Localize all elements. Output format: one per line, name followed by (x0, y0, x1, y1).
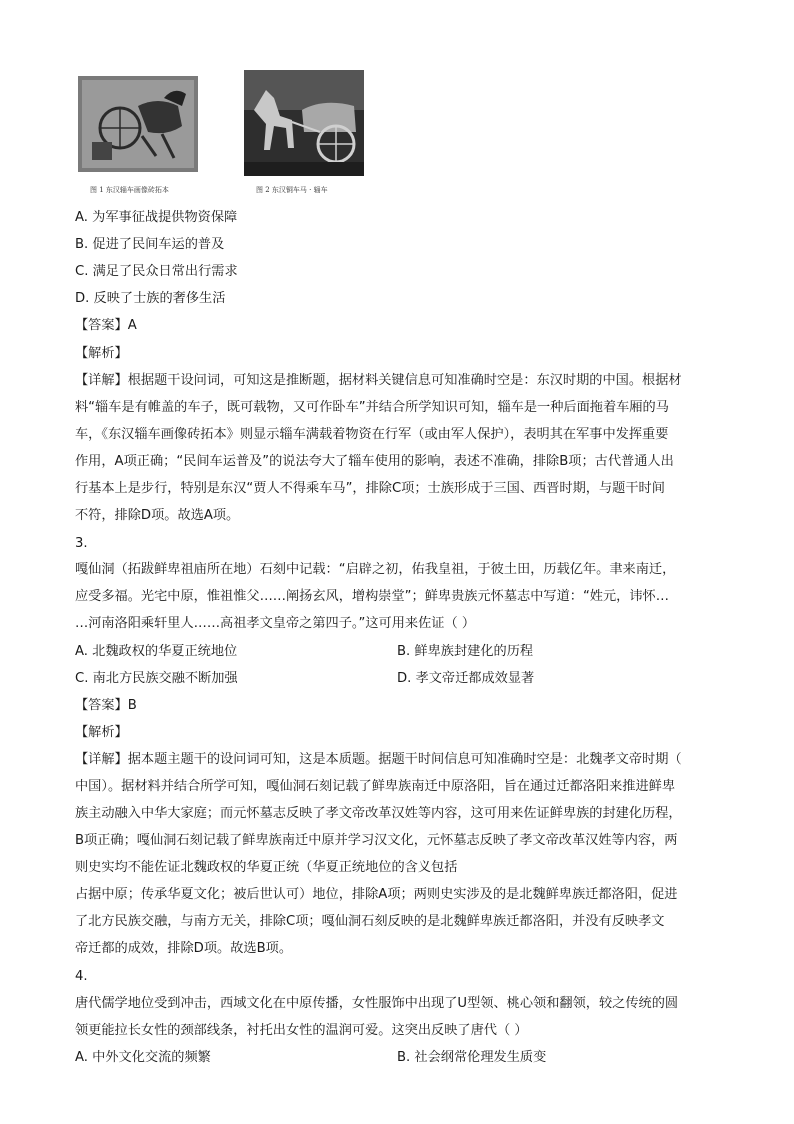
q3-detail-line: 族主动融入中华大家庭；而元怀墓志反映了孝文帝改革汉姓等内容，这可用来佐证鲜卑族的封建化历程， (75, 806, 682, 821)
q3-detail-line: 了北方民族交融，与南方无关，排除C项；嘎仙洞石刻反映的是北魏鲜卑族迁都洛阳，并没有反映孝文 (75, 914, 665, 929)
q3-detail-line: 中国）。据材料并结合所学可知，嘎仙洞石刻记载了鲜卑族南迁中原洛阳，旨在通过迁都洛阳来推进鲜卑 (75, 779, 676, 794)
q4-option-a: A. 中外文化交流的频繁 (75, 1050, 211, 1065)
q2-detail-line: 【详解】根据题干设问词，可知这是推断题，据材料关键信息可知准确时空是：东汉时期的中国。根据材 (75, 373, 682, 388)
q4-number: 4. (75, 969, 88, 984)
q3-stem-line: 应受多福。光宅中原，惟祖惟父……阐扬玄风，增构崇堂”；鲜卑贵族元怀墓志中写道：“姓元，讳怀… (75, 589, 669, 604)
figure-2-image (244, 70, 364, 176)
q4-stem-line: 领更能拉长女性的颈部线条，衬托出女性的温润可爱。这突出反映了唐代（ ） (75, 1023, 528, 1038)
q3-answer: 【答案】B (75, 698, 137, 713)
q3-detail-line: 帝迁都的成效，排除D项。故选B项。 (75, 941, 293, 956)
q3-detail-line: 占据中原；传承华夏文化；被后世认可）地位，排除A项；两则史实涉及的是北魏鲜卑族迁都洛阳，促进 (75, 887, 678, 902)
q2-analysis-heading: 【解析】 (75, 346, 128, 361)
q3-detail-line: 则史实均不能佐证北魏政权的华夏正统（华夏正统地位的含义包括 (75, 860, 458, 875)
q2-detail-line: 行基本上是步行，特别是东汉“贾人不得乘车马”，排除C项；士族形成于三国、西晋时期，与题干时间 (75, 481, 665, 496)
q3-option-a: A. 北魏政权的华夏正统地位 (75, 644, 238, 659)
q4-stem-line: 唐代儒学地位受到冲击，西域文化在中原传播，女性服饰中出现了U型领、桃心领和翻领，较之传统的圆 (75, 996, 679, 1011)
bronze-chariot-illustration (244, 70, 364, 176)
q4-option-b: B. 社会纲常伦理发生质变 (397, 1050, 547, 1065)
q2-option-b: B. 促进了民间车运的普及 (75, 237, 225, 252)
figure-1-caption: 图 1 东汉辎车画像砖拓本 (90, 186, 169, 194)
carriage-rubbing-illustration (78, 76, 198, 172)
q3-analysis-heading: 【解析】 (75, 725, 128, 740)
q2-option-c: C. 满足了民众日常出行需求 (75, 264, 238, 279)
q2-detail-line: 不符，排除D项。故选A项。 (75, 508, 240, 523)
q2-answer: 【答案】A (75, 318, 137, 333)
q3-option-c: C. 南北方民族交融不断加强 (75, 671, 238, 686)
q2-detail-line: 作用，A项正确；“民间车运普及”的说法夸大了辎车使用的影响，表述不准确，排除B项；古代普通人出 (75, 454, 674, 469)
q3-detail-line: B项正确；嘎仙洞石刻记载了鲜卑族南迁中原并学习汉文化，元怀墓志反映了孝文帝改革汉姓等内容，两 (75, 833, 678, 848)
figure-2-caption: 图 2 东汉铜车马 · 辎车 (256, 186, 328, 194)
q3-option-d: D. 孝文帝迁都成效显著 (397, 671, 535, 686)
q2-detail-line: 车，《东汉辎车画像砖拓本》则显示辎车满载着物资在行军（或由军人保护），表明其在军事中发挥重要 (75, 427, 669, 442)
q3-stem-line: …河南洛阳乘轩里人……高祖孝文皇帝之第四子。”这可用来佐证（ ） (75, 616, 476, 631)
q3-stem-line: 嘎仙洞（拓跋鲜卑祖庙所在地）石刻中记载：“启辟之初，佑我皇祖，于彼土田，历载亿年。聿来南迁， (75, 562, 676, 577)
q3-number: 3. (75, 536, 88, 551)
q3-option-b: B. 鲜卑族封建化的历程 (397, 644, 534, 659)
figure-1-image (78, 76, 198, 172)
q3-detail-line: 【详解】据本题主题干的设问词可知，这是本质题。据题干时间信息可知准确时空是：北魏孝文帝时期（ (75, 752, 682, 767)
q2-option-d: D. 反映了士族的奢侈生活 (75, 291, 226, 306)
q2-detail-line: 料“辎车是有帷盖的车子，既可载物，又可作卧车”并结合所学知识可知，辎车是一种后面拖着车厢的马 (75, 400, 669, 415)
q2-option-a: A. 为军事征战提供物资保障 (75, 210, 238, 225)
